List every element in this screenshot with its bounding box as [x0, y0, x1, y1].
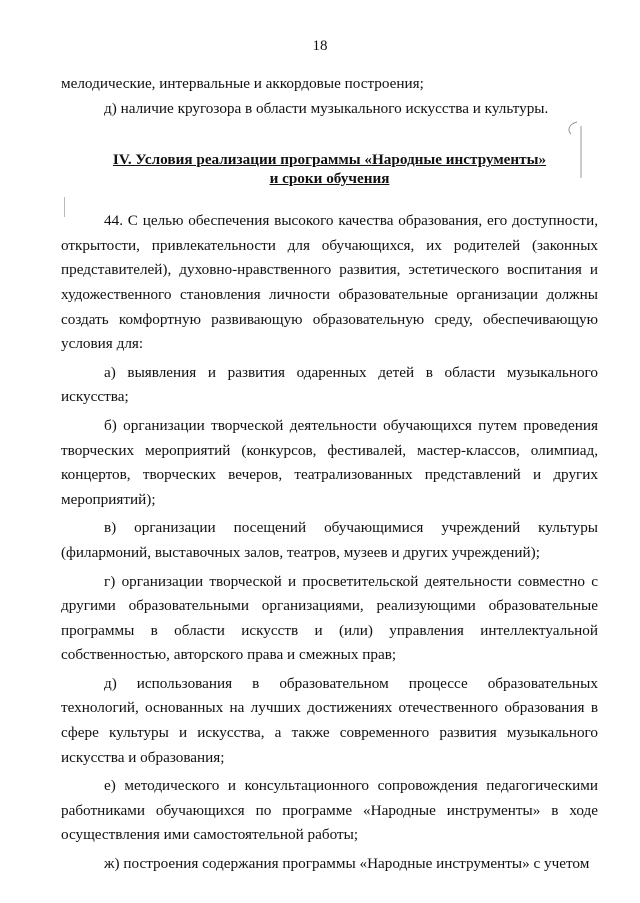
paragraph-44: 44. С целью обеспечения высокого качества образования, его доступности, открытости, привлекательности для обучающихся, их родителей (законных представителей), духовно-нравственного развития, эстетического воспитания и художественного становления личности образовательные организации должны создать комфортную развивающую образовательную среду, обеспечивающую условия для: [61, 212, 598, 353]
item-b: б) организации творческой деятельности обучающихся путем проведения творческих мероприятий (конкурсов, фестивалей, мастер-классов, олимпиад, концертов, творческих вечеров, театрализованных представлений и других мероприятий); [61, 416, 598, 508]
item-a: а) выявления и развития одаренных детей в области музыкального искусства; [61, 363, 598, 406]
item-v: в) организации посещений обучающимися учреждений культуры (филармоний, выставочных залов, театров, музеев и других учреждений); [61, 519, 598, 561]
item-d-prev: д) наличие кругозора в области музыкального искусства и культуры. [104, 99, 549, 117]
document-body [61, 72, 598, 877]
section-heading-line1: IV. Условия реализации программы «Народные инструменты» [112, 151, 547, 169]
item-e: е) методического и консультационного сопровождения педагогическими работниками обучающихся по программе «Народные инструменты» в ходе осуществления ими самостоятельной работы; [61, 777, 598, 844]
item-d: д) использования в образовательном процессе образовательных технологий, основанных на лучших достижениях отечественного образования в сфере культуры и искусства, а также современного развития музыкального искусства и образования; [61, 674, 598, 766]
section-heading-line2: и сроки обучения [269, 170, 390, 188]
page-number: 18 [312, 38, 328, 54]
item-g: г) организации творческой и просветительской деятельности совместно с другими образовательными организациями, реализующими образовательные программы в области искусств и (или) управления интеллектуальной собственностью, авторского права и смежных прав; [61, 572, 598, 664]
item-zh: ж) построения содержания программы «Народные инструменты» с учетом [104, 855, 590, 873]
text-line-continuation: мелодические, интервальные и аккордовые построения; [61, 75, 424, 92]
section-heading [61, 150, 598, 188]
